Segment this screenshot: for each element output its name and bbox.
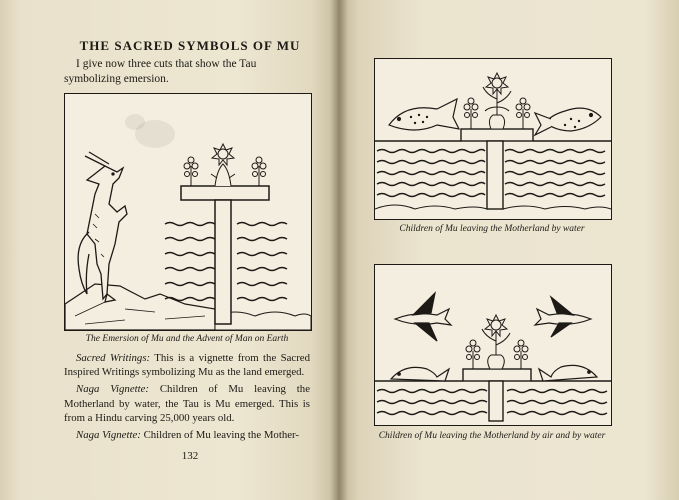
water-figure [374,58,612,220]
paragraph-text: Children of Mu leaving the Mother- [140,429,299,442]
paragraph-naga-vignette-1 [64,382,310,425]
paragraph-text: This is a vignette from the Sacred Inspired Writings symbolizing Mu as the land emerged. [64,352,310,379]
intro-text: I give now three cuts that show the Tau symbolizing emersion. [64,58,257,85]
water-caption: Children of Mu leaving the Motherland by water [399,224,585,234]
paragraph-sacred-writings [64,351,310,379]
emersion-figure [64,93,312,331]
emersion-illustration [65,94,311,330]
air-water-figure [374,264,612,426]
water-illustration [375,59,611,219]
emersion-caption: The Emersion of Mu and the Advent of Man on Earth [85,334,289,344]
page-header: THE SACRED SYMBOLS OF MU [79,38,301,53]
paragraph-text: Children of Mu leaving the Motherland by water, the Tau is Mu emerged. This is from a Hindu carving 25,000 years old. [64,383,310,424]
paragraph-term: Naga Vignette: [76,383,150,396]
book-gutter [330,0,348,500]
air-water-illustration [375,265,611,425]
paragraph-term: Sacred Writings: [76,352,151,364]
page-number: 132 [181,450,199,462]
body-text [64,351,310,445]
paragraph-naga-vignette-2 [64,428,310,442]
right-page [338,0,679,500]
left-page [0,0,338,500]
paragraph-term: Naga Vignette: [76,429,141,442]
air-water-caption: Children of Mu leaving the Motherland by air and by water [378,431,606,441]
